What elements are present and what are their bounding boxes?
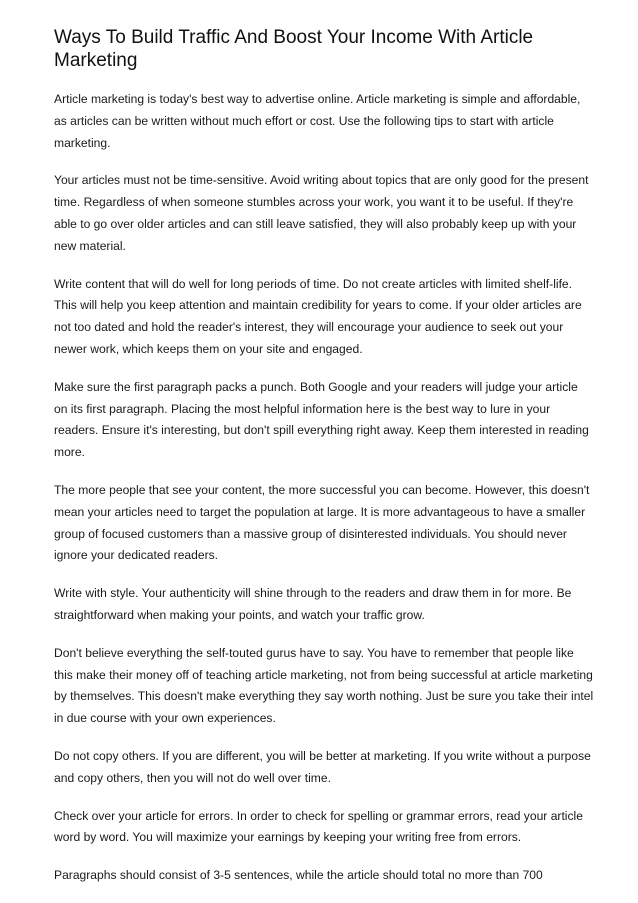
- paragraph-8: Do not copy others. If you are different, you will be better at marketing. If you write without a purpose and copy others, then you will not do well over time.: [54, 748, 591, 785]
- document-title: Ways To Build Traffic And Boost Your Income With Article Marketing: [54, 27, 534, 71]
- paragraph-5: The more people that see your content, the more successful you can become. However, this doesn't mean your articles need to target the population at large. It is more advantageous to have a smaller group of focused customers than a massive group of disinterested individuals. You should never ignore your dedicated readers.: [54, 482, 590, 563]
- paragraph-2: Your articles must not be time-sensitive. Avoid writing about topics that are only good for the present time. Regardless of when someone stumbles across your work, you want it to be useful. If they're able to go over older articles and can still leave satisfied, they will also probably keep up with your new material.: [54, 173, 589, 253]
- paragraph-7: Don't believe everything the self-touted gurus have to say. You have to remember that people like this make their money off of teaching article marketing, not from being successful at article marketing by themselves. This doesn't make everything they say worth nothing. Just be sure you take their intel in due course with your own experiences.: [54, 645, 594, 726]
- paragraph-1: Article marketing is today's best way to advertise online. Article marketing is simple and affordable, as articles can be written without much effort or cost. Use the following tips to start with article marketing.: [54, 92, 581, 150]
- paragraph-6: Write with style. Your authenticity will shine through to the readers and draw them in for more. Be straightforward when making your points, and watch your traffic grow.: [54, 586, 572, 622]
- paragraph-10: Paragraphs should consist of 3-5 sentences, while the article should total no more than 700: [54, 868, 543, 883]
- paragraph-3: Write content that will do well for long periods of time. Do not create articles with limited shelf-life. This will help you keep attention and maintain credibility for years to come. If your older articles are not too dated and hold the reader's interest, they will encourage your audience to seek out your newer work, which keeps them on your site and engaged.: [54, 276, 582, 356]
- paragraph-4: Make sure the first paragraph packs a punch. Both Google and your readers will judge your article on its first paragraph. Placing the most helpful information here is the best way to lure in your readers. Ensure it's interesting, but don't spill everything right away. Keep them interested in reading more.: [54, 379, 589, 460]
- paragraph-9: Check over your article for errors. In order to check for spelling or grammar errors, read your article word by word. You will maximize your earnings by keeping your writing free from errors.: [54, 808, 583, 845]
- document-page: [54, 26, 594, 903]
